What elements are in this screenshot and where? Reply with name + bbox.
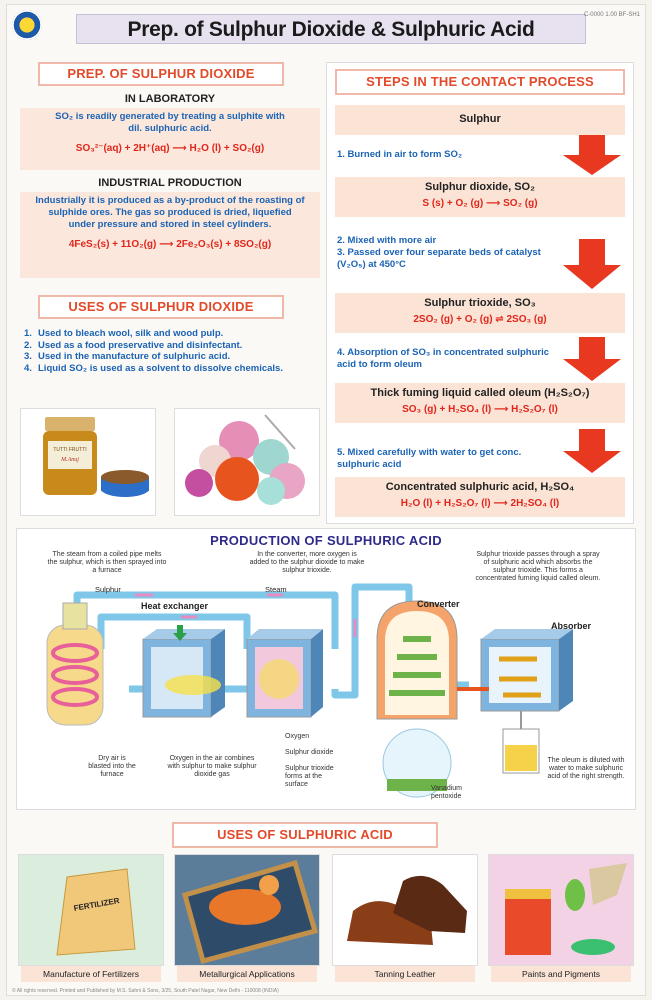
label-sulphur-dioxide: Sulphur dioxide [285, 749, 334, 756]
ind-text: Industrially it is produced as a by-product of the roasting of sulphide ores. The gas so produced is dried, liquefied under pressure and stored in steel cylinders. [35, 195, 305, 230]
step-h2so4: Concentrated sulphuric acid, H₂SO₄ H₂O (l) + H₂S₂O₇ (l) ⟶ 2H₂SO₄ (l) [335, 477, 625, 517]
list-item: 1. Used to bleach wool, silk and wood pulp. [24, 328, 224, 339]
label-steam: Steam [265, 585, 287, 594]
header [6, 6, 646, 50]
label-sulphur-trioxide: Sulphur trioxide forms at the surface [285, 765, 334, 788]
svg-text:M.Anuj: M.Anuj [61, 457, 79, 463]
arrow-down-icon [561, 239, 623, 289]
jar-label-1: TUTTI FRUTTI [53, 447, 87, 453]
step-so2: Sulphur dioxide, SO₂ S (s) + O₂ (g) ⟶ SO₂ (g) [335, 177, 625, 217]
label-heat-exchanger: Heat exchanger [141, 601, 209, 611]
label-sulphur: Sulphur [95, 585, 121, 594]
page-title: Prep. of Sulphur Dioxide & Sulphuric Acid [127, 18, 535, 41]
lab-equation: SO₃²⁻(aq) + 2H⁺(aq) ⟶ H₂O (l) + SO₂(g) [75, 143, 265, 154]
uses-acid-label: USES OF SULPHURIC ACID [172, 822, 438, 848]
lab-box [20, 108, 320, 170]
label-converter: Converter [417, 599, 460, 609]
arrow-down-icon [561, 429, 623, 473]
ind-equation: 4FeS₂(s) + 11O₂(g) ⟶ 2Fe₂O₃(s) + 8SO₂(g) [68, 239, 272, 250]
note-2: 2. Mixed with more air [337, 235, 437, 246]
fertilizer-photo [18, 854, 164, 966]
publisher-logo-icon [12, 10, 42, 40]
wool-balls-photo [174, 408, 320, 516]
lab-heading: IN LABORATORY [124, 93, 216, 105]
footer-text: © All rights reserved. Printed and Published by M.S. Sahni & Sons, 3/25, South Patel Nagar, New Delhi - 110008 (INDIA) [12, 988, 279, 994]
jam-jar-photo [20, 408, 156, 516]
note-4: 4. Absorption of SO₃ in concentrated sulphuric acid to form oleum [337, 347, 550, 370]
caption-fertilizers: Manufacture of Fertilizers [21, 966, 161, 982]
list-item: 4. Liquid SO₂ is used as a solvent to dissolve chemicals. [24, 362, 283, 374]
step-oleum: Thick fuming liquid called oleum (H₂S₂O₇) SO₃ (g) + H₂SO₄ (l) ⟶ H₂S₂O₇ (l) [335, 383, 625, 423]
prep-so2-label: PREP. OF SULPHUR DIOXIDE [38, 62, 284, 86]
arrow-down-icon [561, 135, 623, 175]
contact-process-panel [326, 62, 634, 524]
caption-leather: Tanning Leather [335, 966, 475, 982]
label-absorber-note: Sulphur trioxide passes through a spray of sulphuric acid which absorbs the sulphur trioxide. This forms a concentrated fuming liquid called oleum. [475, 551, 601, 582]
label-oxygen: Oxygen [285, 733, 310, 740]
paint-photo [488, 854, 634, 966]
lab-text: SO₂ is readily generated by treating a sulphite with dil. sulphuric acid. [55, 111, 285, 134]
caption-paints: Paints and Pigments [491, 966, 631, 982]
label-converter-note: In the converter, more oxygen is added to the sulphur dioxide to make sulphur trioxide. [249, 551, 365, 574]
step-sulphur: Sulphur [335, 105, 625, 135]
label-absorber: Absorber [551, 621, 592, 631]
production-title: PRODUCTION OF SULPHURIC ACID [210, 533, 442, 548]
uses-so2-label: USES OF SULPHUR DIOXIDE [38, 295, 284, 319]
list-item: 3. Used in the manufacture of sulphuric acid. [24, 351, 231, 362]
ind-heading: INDUSTRIAL PRODUCTION [98, 177, 242, 189]
note-3: 3. Passed over four separate beds of catalyst (V₂O₅) at 450°C [337, 247, 541, 270]
production-diagram [16, 528, 636, 810]
label-oleum: The oleum is diluted with water to make sulphuric acid of the right strength. [547, 757, 625, 780]
leather-photo [332, 854, 478, 966]
step-so3: Sulphur trioxide, SO₃ 2SO₂ (g) + O₂ (g) ⇌ 2SO₃ (g) [335, 293, 625, 333]
label-dry-air: Dry air is blasted into the furnace [88, 755, 136, 778]
title-banner [76, 14, 586, 44]
corner-code: C-0000 1.00 BF-SH1 [583, 12, 640, 18]
note-5: 5. Mixed carefully with water to get conc. sulphuric acid [337, 447, 522, 470]
label-steam-coil: The steam from a coiled pipe melts the sulphur, which is then sprayed into a furnace [47, 551, 167, 574]
caption-metallurgical: Metallurgical Applications [177, 966, 317, 982]
note-1: 1. Burned in air to form SO₂ [337, 149, 463, 160]
ind-box [20, 192, 320, 278]
list-item: 2. Used as a food preservative and disinfectant. [24, 339, 243, 351]
uses-so2-list [24, 328, 314, 374]
arrow-down-icon [561, 337, 623, 381]
label-vanadium: Vanadium pentoxide [431, 785, 463, 800]
fertilizer-bag-text: FERTILIZER [73, 896, 121, 913]
metallurgy-photo [174, 854, 320, 966]
contact-label: STEPS IN THE CONTACT PROCESS [335, 69, 625, 95]
label-oxygen-in-air: Oxygen in the air combines with sulphur to make sulphur dioxide gas [167, 755, 257, 778]
